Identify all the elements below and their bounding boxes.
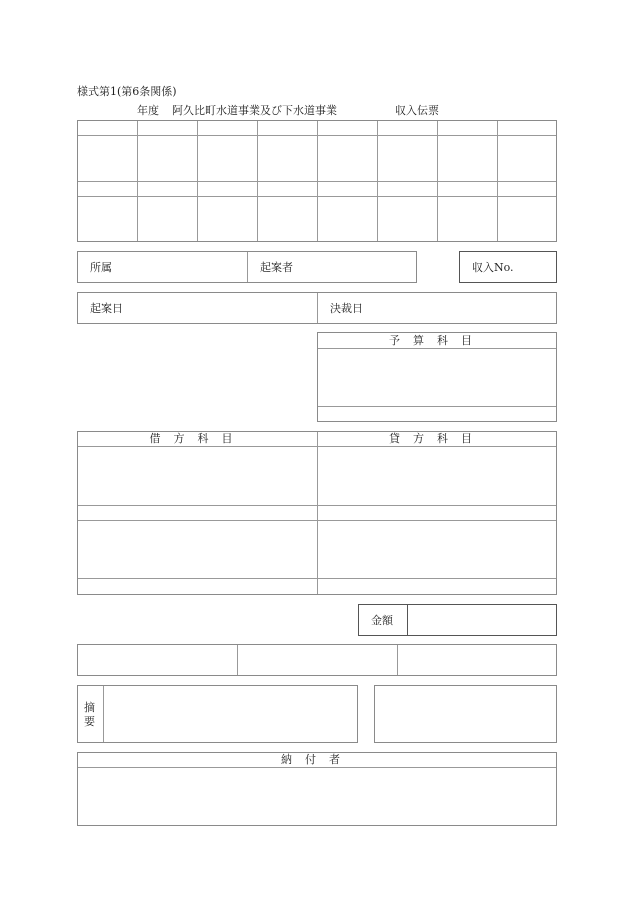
drafter-label: 起案者 [260, 261, 293, 274]
budget-items-box [317, 332, 557, 422]
amount-label: 金額 [371, 614, 393, 627]
document-title: 収入伝票 [395, 104, 439, 117]
blank-row [77, 644, 557, 676]
approval-date-field[interactable] [317, 293, 556, 323]
credit-item-field[interactable] [318, 521, 556, 578]
draft-date-field[interactable] [78, 293, 316, 323]
summary-field[interactable] [104, 686, 357, 742]
approval-stamp-grid [77, 120, 557, 242]
payer-field[interactable] [78, 768, 556, 825]
credit-items-header: 貸方科目 [389, 432, 485, 445]
amount-field[interactable] [408, 605, 556, 635]
blank-cell[interactable] [238, 645, 397, 675]
form-style-label: 様式第1(第6条関係) [77, 85, 177, 98]
blank-cell[interactable] [78, 645, 237, 675]
credit-item-field[interactable] [318, 447, 556, 505]
debit-item-field[interactable] [78, 447, 317, 505]
debit-credit-table [77, 431, 557, 595]
fiscal-year-label: 年度 [137, 104, 159, 117]
summary-label: 摘要 [84, 701, 95, 728]
debit-items-header: 借方科目 [149, 432, 246, 445]
organization-name: 阿久比町水道事業及び下水道事業 [172, 104, 337, 117]
payer-header: 納付者 [281, 753, 353, 766]
receipt-number-label: 収入No. [472, 261, 514, 274]
summary-box [77, 685, 358, 743]
draft-date-label: 起案日 [90, 302, 123, 315]
affiliation-field[interactable] [78, 252, 246, 282]
affiliation-label: 所属 [90, 261, 112, 274]
debit-item-field[interactable] [78, 521, 317, 578]
payer-box [77, 752, 557, 826]
side-blank-box[interactable] [374, 685, 557, 743]
drafter-field[interactable] [247, 252, 416, 282]
budget-items-field[interactable] [318, 349, 556, 406]
budget-items-header: 予算科目 [389, 334, 485, 347]
blank-cell[interactable] [398, 645, 556, 675]
approval-date-label: 決裁日 [330, 302, 363, 315]
